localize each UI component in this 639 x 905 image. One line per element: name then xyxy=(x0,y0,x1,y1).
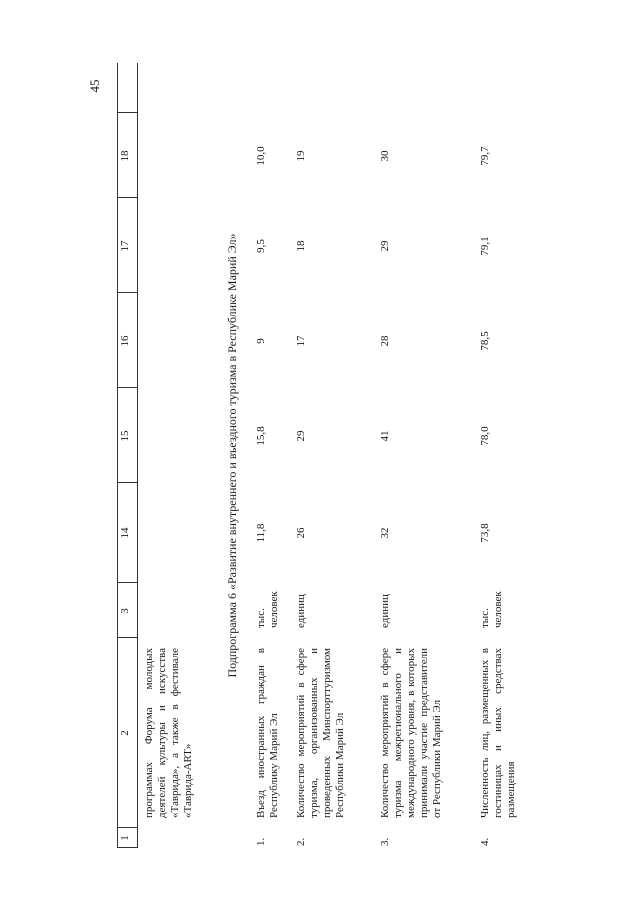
col-sep xyxy=(117,582,137,583)
header-col-14: 14 xyxy=(119,527,131,539)
row-4-value-16: 78,5 xyxy=(479,331,491,351)
row-2-value-16: 17 xyxy=(295,335,307,347)
page-number-text: 45 xyxy=(87,79,102,93)
row-1-value-18: 10,0 xyxy=(255,146,267,166)
table-top-border xyxy=(117,63,118,848)
row-4-unit: тыс. человек xyxy=(479,591,504,628)
header-col-1: 1 xyxy=(119,835,131,841)
row-4-num: 4. xyxy=(479,837,491,846)
row-1-value-16: 9 xyxy=(255,338,267,344)
continuation-text: программах Форума молодых деятелей культуры и искусства «Таврида», а также в фестивале «Таврида-ART» xyxy=(143,648,194,818)
row-1-unit: тыс. человек xyxy=(255,591,280,628)
row-3-value-17: 29 xyxy=(379,240,391,252)
row-3-value-15: 41 xyxy=(379,430,391,442)
row-1-num: 1. xyxy=(255,837,267,846)
row-3-num: 3. xyxy=(379,837,391,846)
row-1-value-17: 9,5 xyxy=(255,239,267,253)
col-sep xyxy=(117,482,137,483)
col-sep xyxy=(117,197,137,198)
row-1-value-14: 11,8 xyxy=(255,523,267,543)
col-sep xyxy=(117,292,137,293)
row-3-value-16: 28 xyxy=(379,335,391,347)
header-col-16: 16 xyxy=(119,335,131,347)
subprogram-title: Подпрограмма 6 «Развитие внутреннего и въездного туризма в Республике Марий Эл» xyxy=(225,233,239,678)
rotated-table xyxy=(117,63,537,848)
row-4-value-17: 79,1 xyxy=(479,236,491,256)
row-1-value-15: 15,8 xyxy=(255,426,267,446)
row-3-value-14: 32 xyxy=(379,527,391,539)
row-2-num: 2. xyxy=(295,837,307,846)
header-col-3: 3 xyxy=(119,608,131,614)
row-4-value-14: 73,8 xyxy=(479,523,491,543)
col-sep xyxy=(117,827,137,828)
header-col-17: 17 xyxy=(119,240,131,252)
row-2-name: Количество мероприятий в сфере туризма, организованных и проведенных Минспорттуризмом Республики Марий Эл xyxy=(295,648,346,818)
row-3-value-18: 30 xyxy=(379,150,391,162)
col-sep xyxy=(117,112,137,113)
row-2-unit: единиц xyxy=(295,594,307,628)
row-4-value-18: 79,7 xyxy=(479,146,491,166)
table-header-border xyxy=(137,63,138,848)
row-2-value-18: 19 xyxy=(295,150,307,162)
row-2-value-14: 26 xyxy=(295,527,307,539)
header-col-18: 18 xyxy=(119,150,131,162)
row-3-name: Количество мероприятий в сфере туризма межрегионального и международного уровня, в которых принимали участие представители от Республики Марий Эл xyxy=(379,648,443,818)
row-2-value-15: 29 xyxy=(295,430,307,442)
row-4-name: Численность лиц, размещенных в гостиницах и иных средствах размещения xyxy=(479,648,517,818)
col-sep xyxy=(117,847,137,848)
header-col-2: 2 xyxy=(119,730,131,736)
row-3-unit: единиц xyxy=(379,594,391,628)
col-sep xyxy=(117,637,137,638)
header-col-15: 15 xyxy=(119,430,131,442)
row-4-value-15: 78,0 xyxy=(479,426,491,446)
row-1-name: Въезд иностранных граждан в Республику Марий Эл xyxy=(255,648,280,818)
row-2-value-17: 18 xyxy=(295,240,307,252)
col-sep xyxy=(117,387,137,388)
